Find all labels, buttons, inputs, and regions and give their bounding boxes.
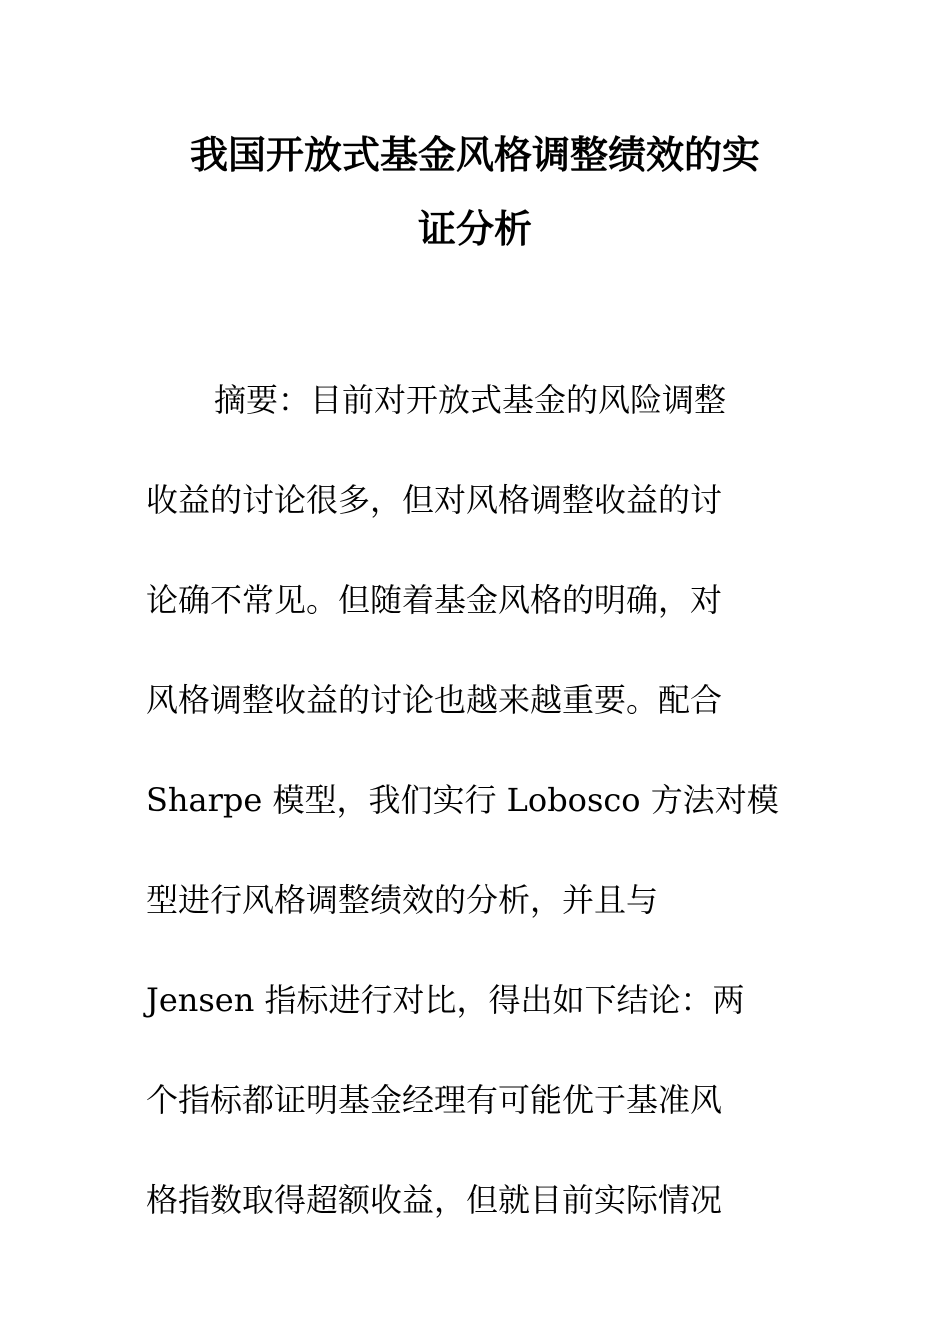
abstract-line-1: 摘要：目前对开放式基金的风险调整 xyxy=(214,381,727,419)
abstract-paragraph xyxy=(146,350,806,1250)
title-line-2: 证分析 xyxy=(417,206,532,251)
document-title xyxy=(140,118,810,266)
abstract-line-9: 格指数取得超额收益，但就目前实际情况 xyxy=(146,1181,723,1219)
abstract-line-8: 个指标都证明基金经理有可能优于基准风 xyxy=(146,1081,723,1119)
title-line-1: 我国开放式基金风格调整绩效的实 xyxy=(189,132,760,177)
abstract-line-2: 收益的讨论很多，但对风格调整收益的讨 xyxy=(146,481,723,519)
abstract-line-4: 风格调整收益的讨论也越来越重要。配合 xyxy=(146,681,723,719)
abstract-line-7: Jensen 指标进行对比，得出如下结论：两 xyxy=(146,981,745,1019)
abstract-line-6: 型进行风格调整绩效的分析，并且与 xyxy=(146,881,659,919)
abstract-line-5: Sharpe 模型，我们实行 Lobosco 方法对模 xyxy=(146,781,779,819)
abstract-line-3: 论确不常见。但随着基金风格的明确，对 xyxy=(146,581,723,619)
